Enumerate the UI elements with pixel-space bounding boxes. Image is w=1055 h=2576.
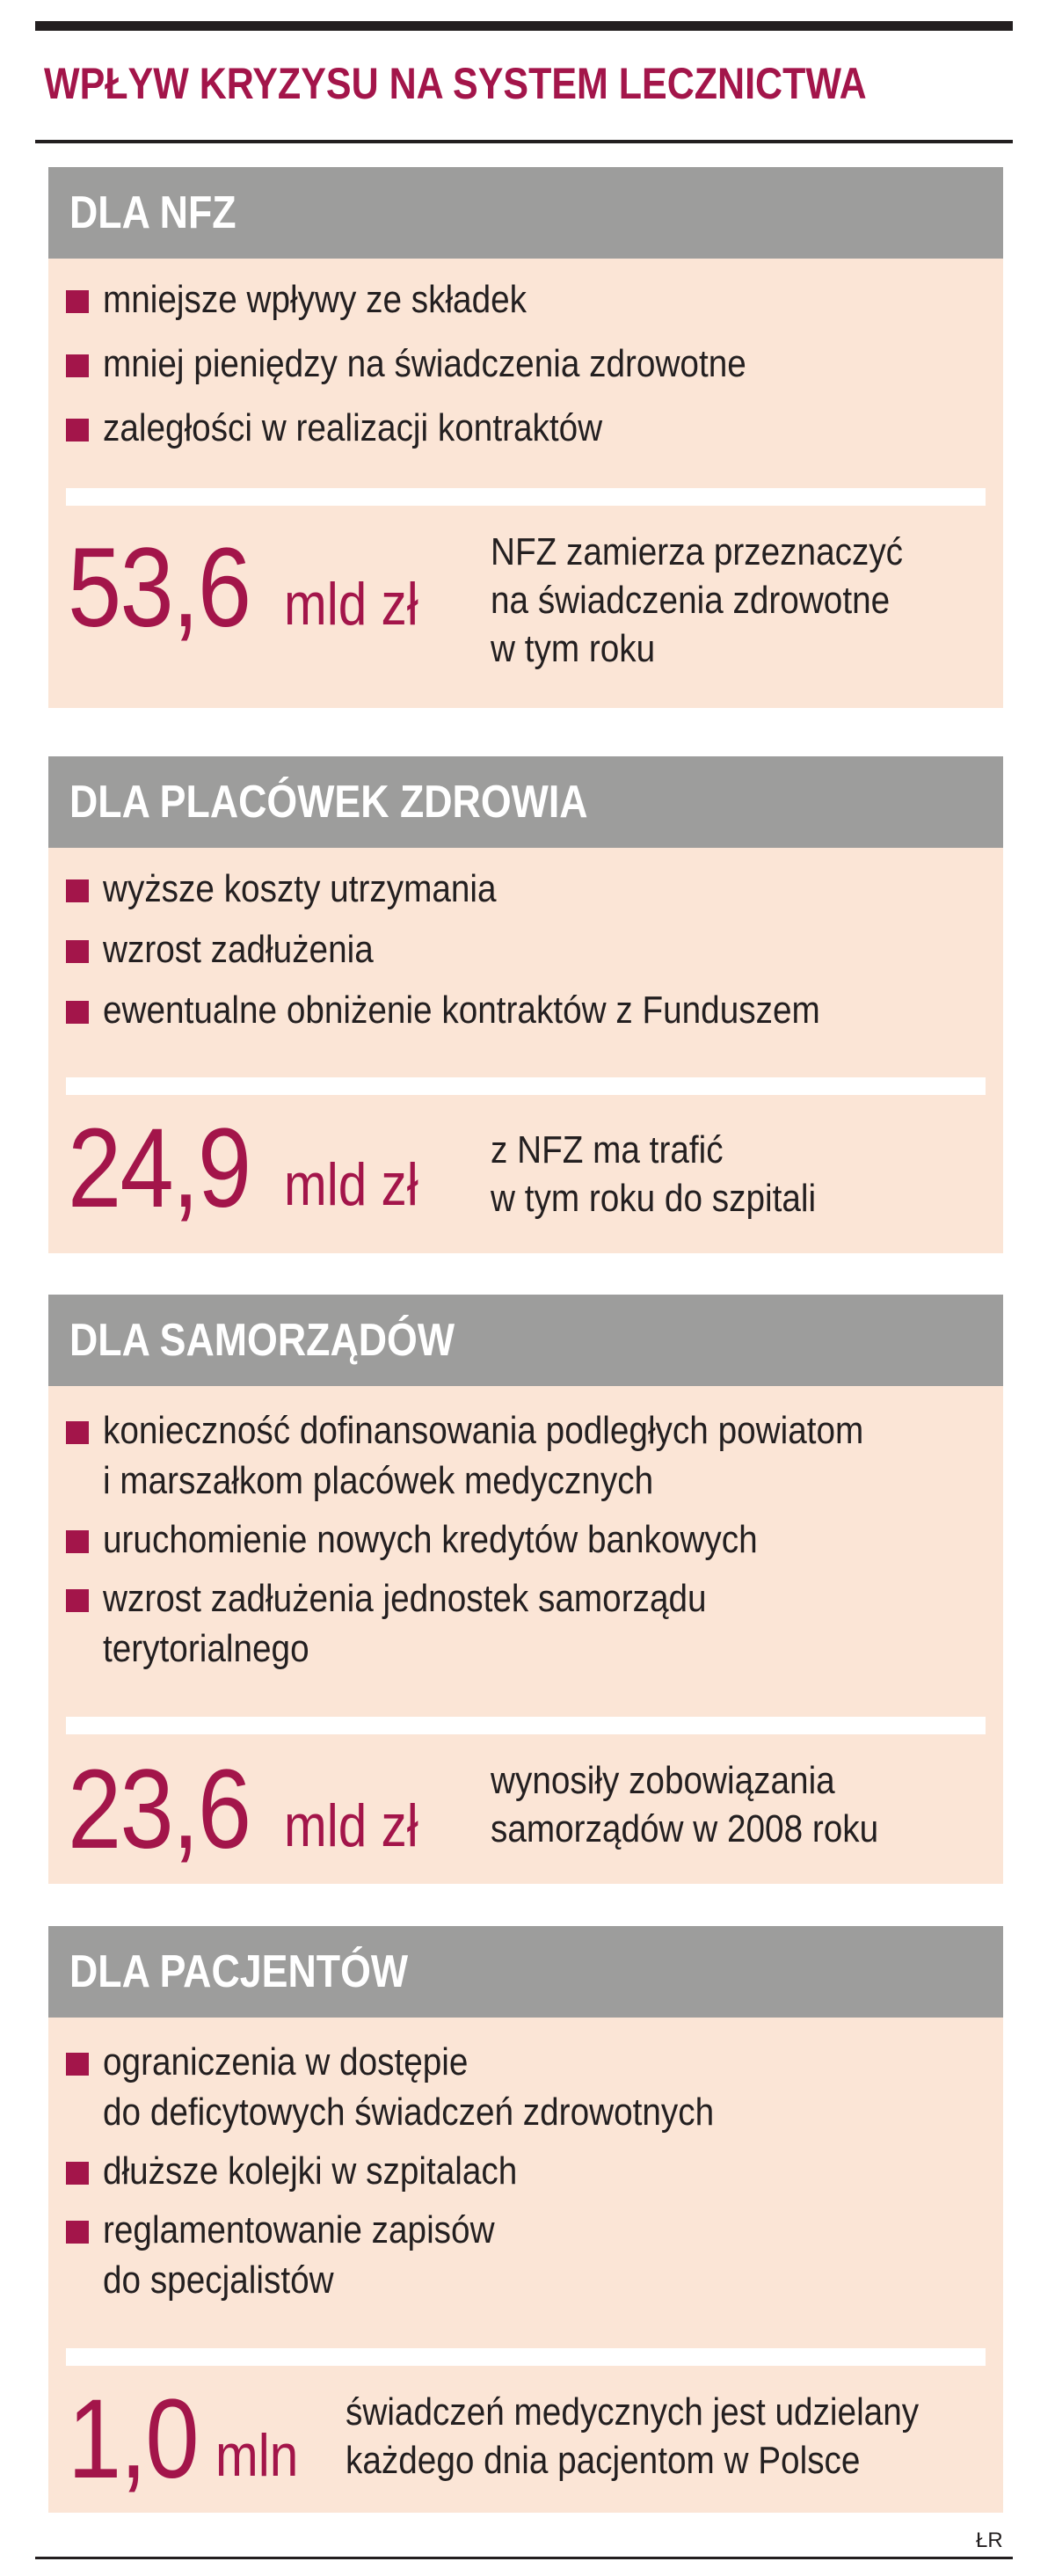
section-nfz <box>48 167 1003 708</box>
stat-value: 23,6 <box>68 1747 251 1872</box>
list-item <box>66 2037 1003 2137</box>
list-item <box>66 1514 1003 1565</box>
author-credit: ŁR <box>976 2529 1003 2552</box>
section-header <box>48 756 1003 848</box>
stat-description-line: z NFZ ma trafić <box>491 1128 724 1171</box>
bullet-text: konieczność dofinansowania podległych powiatom <box>103 1409 864 1452</box>
stat-description <box>491 1756 931 1853</box>
bullet-text: reglamentowanie zapisów <box>103 2208 495 2251</box>
bullet-text: wyższe koszty utrzymania <box>103 867 497 910</box>
bullet-list <box>66 274 1003 453</box>
page-title: WPŁYW KRYZYSU NA SYSTEM LECZNICTWA <box>44 59 867 108</box>
bullet-square-icon <box>66 1421 89 1444</box>
bullet-text: ograniczenia w dostępie <box>103 2040 469 2083</box>
stat-description-line: w tym roku do szpitali <box>491 1177 817 1220</box>
stat-unit: mld zł <box>284 1151 418 1218</box>
stat-value: 24,9 <box>68 1106 251 1231</box>
bullet-square-icon <box>66 1589 89 1612</box>
section-divider <box>66 1077 986 1095</box>
bullet-square-icon <box>66 940 89 963</box>
section-header <box>48 1295 1003 1386</box>
stat-description-line: na świadczenia zdrowotne <box>491 579 891 622</box>
list-item <box>66 339 1003 389</box>
section-pacjenci <box>48 1926 1003 2513</box>
stat-value: 1,0 <box>68 2376 198 2502</box>
stat-description-line: każdego dnia pacjentom w Polsce <box>346 2439 861 2482</box>
section-divider <box>66 488 986 506</box>
bullet-text: dłuższe kolejki w szpitalach <box>103 2149 518 2193</box>
stat-unit: mld zł <box>284 571 418 638</box>
bullet-square-icon <box>66 879 89 902</box>
bullet-text: wzrost zadłużenia jednostek samorządu <box>103 1577 707 1620</box>
section-header <box>48 1926 1003 2018</box>
list-item <box>66 1405 1003 1506</box>
bullet-text: mniejsze wpływy ze składek <box>103 278 528 321</box>
bullet-square-icon <box>66 290 89 313</box>
section-divider <box>66 2348 986 2366</box>
stat-description <box>346 2388 997 2485</box>
bullet-square-icon <box>66 419 89 441</box>
bottom-rule <box>35 2557 1013 2559</box>
stat-description-line: NFZ zamierza przeznaczyć <box>491 530 904 573</box>
bullet-square-icon <box>66 2162 89 2185</box>
stat-unit: mld zł <box>284 1792 418 1859</box>
section-title: DLA SAMORZĄDÓW <box>69 1315 455 1366</box>
list-item <box>66 864 1003 914</box>
title-rule <box>35 140 1013 143</box>
bullet-list <box>66 864 1003 1035</box>
bullet-list <box>66 1405 1003 1674</box>
stat-description-line: świadczeń medycznych jest udzielany <box>346 2390 920 2434</box>
bullet-square-icon <box>66 2221 89 2244</box>
bullet-list <box>66 2037 1003 2305</box>
list-item <box>66 274 1003 325</box>
list-item <box>66 2205 1003 2305</box>
bullet-text-continuation: i marszałkom placówek medycznych <box>103 1459 654 1502</box>
stat-description-line: wynosiły zobowiązania <box>491 1759 835 1802</box>
section-placowki-zdrowia <box>48 756 1003 1253</box>
stat-description-line: w tym roku <box>491 627 656 670</box>
section-divider <box>66 1717 986 1734</box>
bullet-square-icon <box>66 1001 89 1024</box>
bullet-text: ewentualne obniżenie kontraktów z Funduszem <box>103 989 820 1032</box>
top-rule <box>35 21 1013 31</box>
list-item <box>66 403 1003 453</box>
section-title: DLA NFZ <box>69 187 236 238</box>
list-item <box>66 985 1003 1035</box>
stat-value: 53,6 <box>68 525 251 651</box>
bullet-text: wzrost zadłużenia <box>103 928 374 971</box>
list-item <box>66 924 1003 974</box>
bullet-text: mniej pieniędzy na świadczenia zdrowotne <box>103 342 746 385</box>
stat-description <box>491 528 959 673</box>
bullet-text: uruchomienie nowych kredytów bankowych <box>103 1518 758 1561</box>
bullet-text-continuation: do deficytowych świadczeń zdrowotnych <box>103 2091 715 2134</box>
section-samorzady <box>48 1295 1003 1884</box>
stat-description-line: samorządów w 2008 roku <box>491 1807 879 1850</box>
bullet-square-icon <box>66 354 89 377</box>
stat-description <box>491 1126 861 1222</box>
list-item <box>66 1573 1003 1674</box>
section-header <box>48 167 1003 259</box>
list-item <box>66 2146 1003 2196</box>
bullet-square-icon <box>66 2053 89 2076</box>
bullet-text-continuation: do specjalistów <box>103 2259 334 2302</box>
bullet-text: zaległości w realizacji kontraktów <box>103 406 603 449</box>
bullet-square-icon <box>66 1530 89 1553</box>
section-title: DLA PLACÓWEK ZDROWIA <box>69 777 588 828</box>
section-title: DLA PACJENTÓW <box>69 1946 409 1997</box>
bullet-text-continuation: terytorialnego <box>103 1627 309 1670</box>
stat-unit: mln <box>215 2422 299 2489</box>
